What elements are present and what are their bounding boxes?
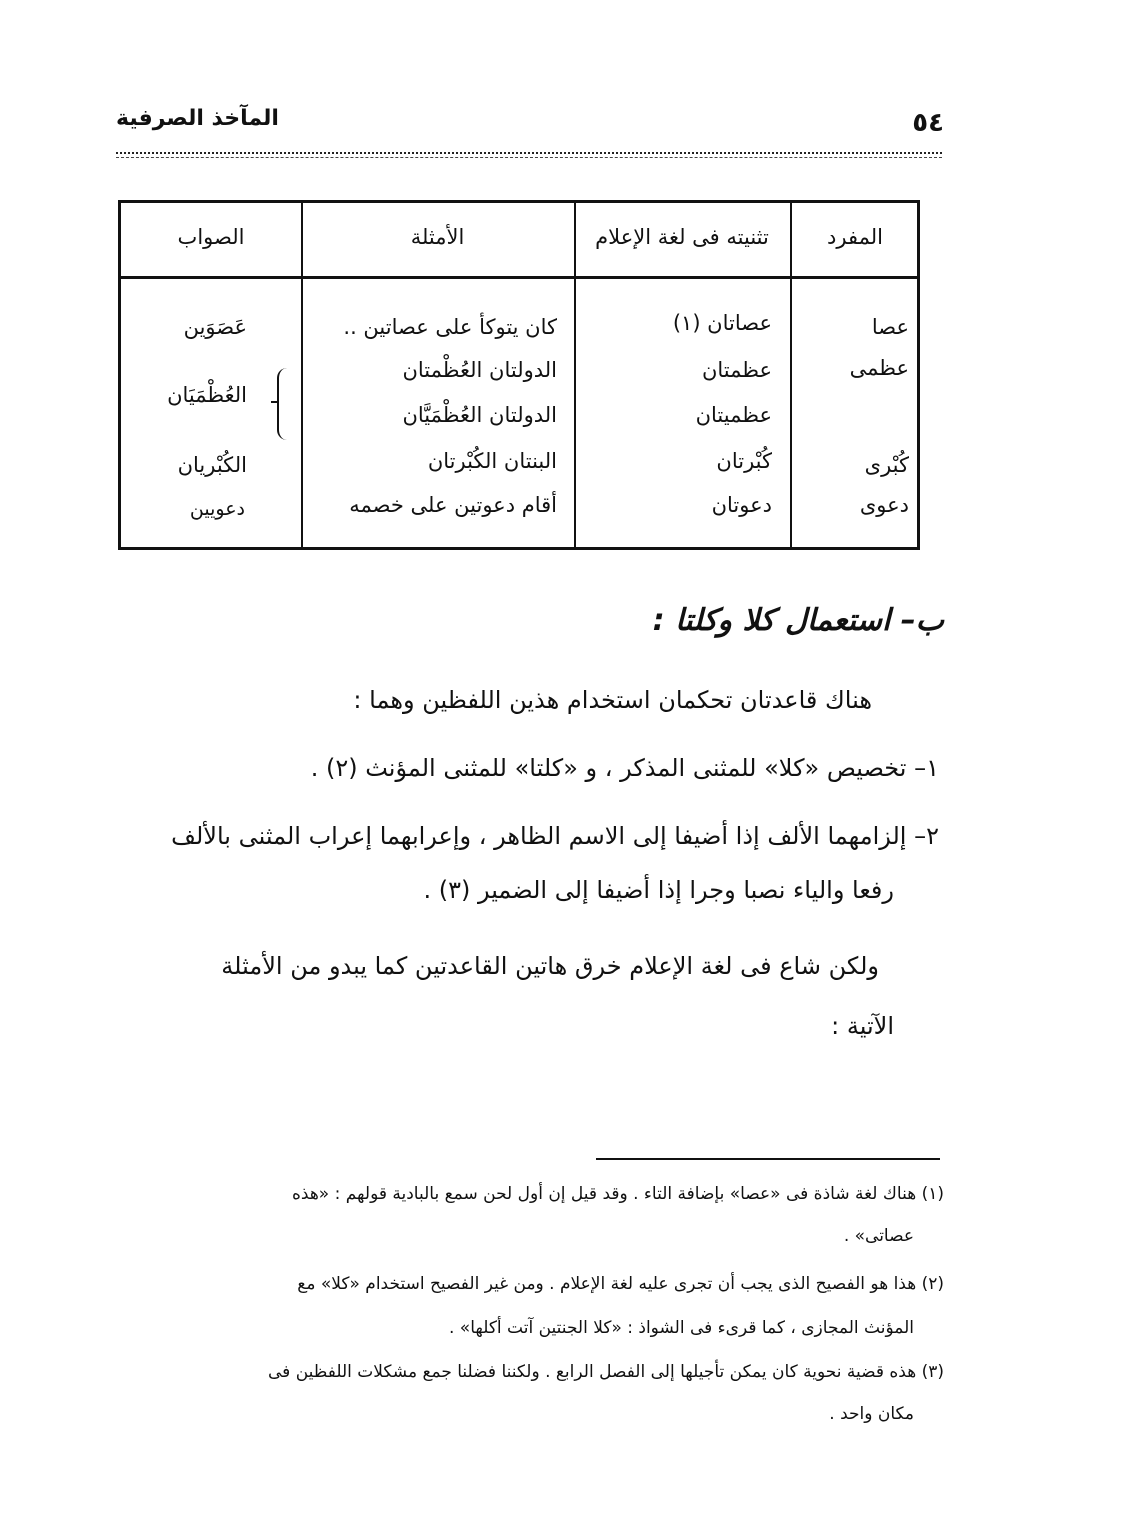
- footnote-rule: [596, 1158, 940, 1160]
- example-cell: كان يتوكأ على عصاتين ..: [343, 315, 557, 339]
- example-cell: الدولتان العُظْمَيَّان: [402, 403, 557, 427]
- example-cell: البنتان الكُبْرتان: [427, 449, 557, 473]
- correct-cell: العُظْمَيَان: [167, 383, 247, 407]
- curly-brace: [277, 368, 293, 440]
- header-examples: الأمثلة: [410, 225, 465, 249]
- dual-cell: دعوتان: [711, 493, 772, 517]
- footnote-3-line-1: (٣) هذه قضية نحوية كان يمكن تأجيلها إلى الفصل الرابع . ولكننا فضلنا جمع مشكلات اللفظين فى: [268, 1362, 944, 1382]
- footnote-2-line-2: المؤنث المجازى ، كما قرىء فى الشواذ : «كلا الجنتين آتت أكلها» .: [448, 1318, 914, 1338]
- header-dual-in-media: تثنيته فى لغة الإعلام: [595, 225, 769, 249]
- correct-cell: الكُبْريان: [177, 453, 247, 477]
- footnote-1-line-1: (١) هناك لغة شاذة فى «عصا» بإضافة التاء . وقد قيل إن أول لحن سمع بالبادية قولهم : «هذه: [292, 1184, 944, 1204]
- paragraph-line-two: الآتية :: [831, 1012, 894, 1040]
- dual-cell: كُبْرتان: [716, 449, 772, 473]
- footnote-2-line-1: (٢) هذا هو الفصيح الذى يجب أن تجرى عليه لغة الإعلام . ومن غير الفصيح استخدام «كلا» مع: [297, 1274, 944, 1294]
- correct-cell: دعويين: [189, 498, 245, 520]
- singular-cell: دعوى: [859, 493, 909, 517]
- rule-two-line-two: رفعا والياء نصبا وجرا إذا أضيفا إلى الضمير (٣) .: [423, 876, 894, 904]
- section-heading: ب– استعمال كلا وكلتا :: [652, 603, 944, 638]
- rule-one: ١– تخصيص «كلا» للمثنى المذكر ، و «كلتا» للمثنى المؤنث (٢) .: [310, 754, 939, 782]
- singular-cell: عصا: [871, 315, 909, 339]
- header-correct: الصواب: [177, 225, 245, 249]
- rule-two-line-one: ٢– إلزامهما الألف إذا أضيفا إلى الاسم الظاهر ، وإعرابهما إعراب المثنى بالألف: [171, 822, 939, 850]
- singular-cell: كُبْرى: [864, 453, 909, 477]
- comparison-table: [118, 200, 920, 550]
- footnote-1-line-2: عصاتى» .: [843, 1226, 914, 1246]
- correct-cell: عَصَوَين: [183, 315, 247, 339]
- table-column-divider: [301, 203, 303, 547]
- dual-cell: عصاتان (١): [672, 311, 772, 335]
- example-cell: الدولتان العُظْمتان: [402, 358, 557, 382]
- header-singular: المفرد: [827, 225, 883, 249]
- dual-cell: عظميتان: [695, 403, 772, 427]
- dual-cell: عظمتان: [701, 358, 772, 382]
- table-column-divider: [790, 203, 792, 547]
- example-cell: أقام دعوتين على خصمه: [349, 493, 557, 517]
- running-header: المآخذ الصرفية: [116, 106, 279, 131]
- paragraph-line-one: ولكن شاع فى لغة الإعلام خرق هاتين القاعدتين كما يبدو من الأمثلة: [221, 952, 879, 980]
- header-rule: [116, 152, 942, 158]
- table-column-divider: [574, 203, 576, 547]
- intro-text: هناك قاعدتان تحكمان استخدام هذين اللفظين وهما :: [353, 686, 872, 714]
- singular-cell: عظمى: [849, 356, 909, 380]
- footnote-3-line-2: مكان واحد .: [829, 1404, 914, 1424]
- page-number: ٥٤: [912, 108, 944, 138]
- table-header-divider: [121, 276, 917, 279]
